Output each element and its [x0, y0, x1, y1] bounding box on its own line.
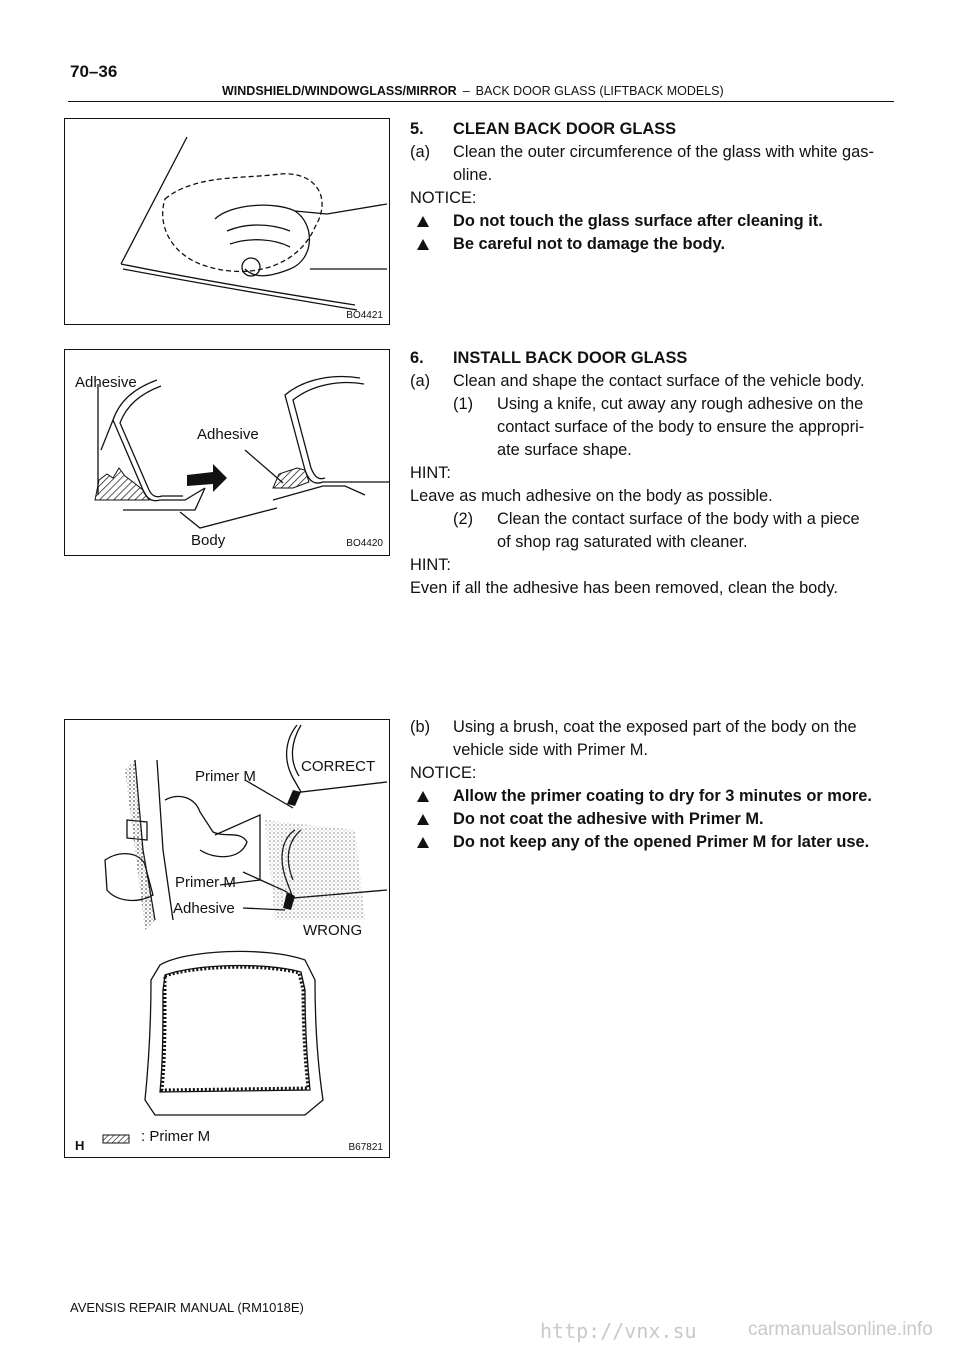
bullet-icon [417, 210, 429, 233]
watermark-link[interactable]: http://vnx.su [540, 1319, 697, 1343]
label-correct: CORRECT [301, 758, 376, 775]
header-rule [68, 101, 894, 102]
step6-notice-item: Do not keep any of the opened Primer M for later use. [453, 833, 870, 851]
watermark-site[interactable]: carmanualsonline.info [748, 1319, 933, 1340]
clean-glass-illustration [65, 119, 389, 324]
step6b-number: (b) [410, 718, 431, 736]
step6a1-line1: Using a knife, cut away any rough adhesive on the [497, 395, 864, 413]
step6-number: 6. [410, 349, 424, 367]
step5a-line1: Clean the outer circumference of the glass with white gas- [453, 143, 874, 161]
label-adhesive-right: Adhesive [197, 426, 259, 443]
step5-title: CLEAN BACK DOOR GLASS [453, 120, 677, 138]
label-body: Body [191, 532, 226, 549]
figure-code: B67821 [348, 1142, 383, 1153]
hint-label: HINT: [410, 464, 451, 482]
step5a-line2: oline. [453, 166, 493, 184]
bullet-icon [417, 233, 429, 256]
bullet-icon [417, 831, 429, 854]
header-section: WINDSHIELD/WINDOWGLASS/MIRROR [222, 84, 457, 98]
figure-code: BO4421 [346, 310, 383, 321]
label-wrong: WRONG [303, 922, 363, 939]
figure-code: BO4420 [346, 538, 383, 549]
hint-text: Even if all the adhesive has been removed, clean the body. [410, 579, 838, 597]
step6-title: INSTALL BACK DOOR GLASS [453, 349, 688, 367]
footer-manual: AVENSIS REPAIR MANUAL (RM1018E) [70, 1300, 304, 1315]
hint-text: Leave as much adhesive on the body as possible. [410, 487, 773, 505]
bullet-icon [417, 785, 429, 808]
step6a-text: Clean and shape the contact surface of the vehicle body. [453, 372, 865, 390]
step5a-number: (a) [410, 143, 431, 161]
step6a2-number: (2) [453, 510, 474, 528]
label-primer-top: Primer M [195, 768, 256, 785]
step6b-line1: Using a brush, coat the exposed part of the body on the [453, 718, 857, 736]
running-header [222, 84, 724, 98]
legend-primer: : Primer M [141, 1128, 211, 1145]
step6a2-line1: Clean the contact surface of the body with a piece [497, 510, 860, 528]
step6a1-line3: ate surface shape. [497, 441, 632, 459]
step6-notice-item: Do not coat the adhesive with Primer M. [453, 810, 764, 828]
step6-notice-item: Allow the primer coating to dry for 3 minutes or more. [453, 787, 872, 805]
figure-clean-glass [64, 118, 390, 325]
header-subsection: BACK DOOR GLASS (LIFTBACK MODELS) [475, 84, 724, 98]
hint-label: HINT: [410, 556, 451, 574]
step6a-number: (a) [410, 372, 431, 390]
figure-body-adhesive [64, 349, 390, 556]
figure-mark: H [75, 1138, 85, 1153]
step6a1-line2: contact surface of the body to ensure the appropri- [497, 418, 865, 436]
step6a2-line2: of shop rag saturated with cleaner. [497, 533, 748, 551]
step5-notice: NOTICE: [410, 189, 477, 207]
label-adhesive: Adhesive [173, 900, 235, 917]
step6b-line2: vehicle side with Primer M. [453, 741, 648, 759]
label-adhesive-left: Adhesive [75, 374, 137, 391]
step5-notice-item: Be careful not to damage the body. [453, 235, 725, 253]
step5-number: 5. [410, 120, 424, 138]
figure-primer [64, 719, 390, 1158]
label-primer-mid: Primer M [175, 874, 236, 891]
header-dash: – [462, 84, 470, 98]
bullet-icon [417, 808, 429, 831]
page-number: 70–36 [70, 62, 118, 81]
step6a1-number: (1) [453, 395, 474, 413]
step6-notice: NOTICE: [410, 764, 477, 782]
step5-notice-item: Do not touch the glass surface after cleaning it. [453, 212, 823, 230]
